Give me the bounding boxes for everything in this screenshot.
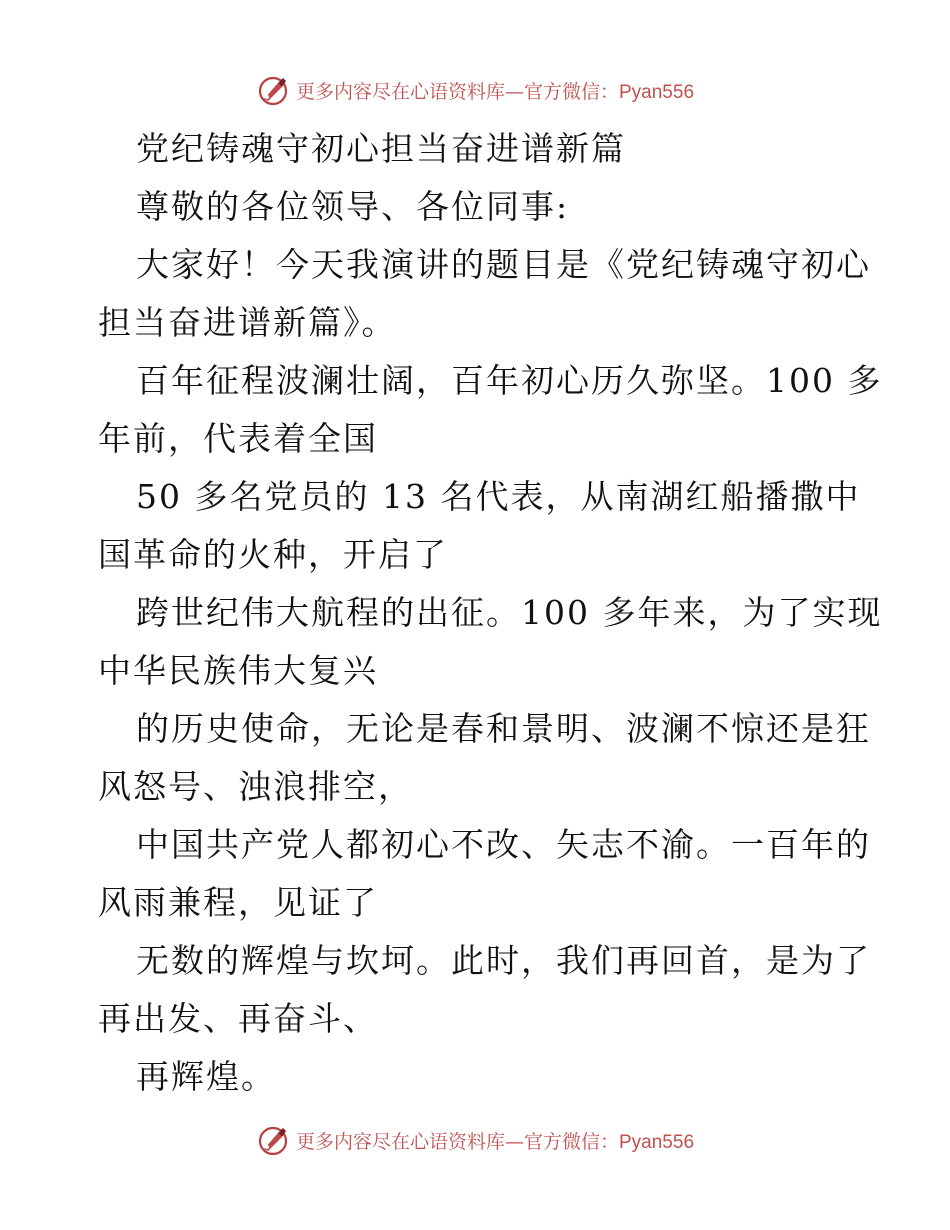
- text-line: 尊敬的各位领导、各位同事:: [136, 187, 570, 226]
- text-line: 跨世纪伟大航程的出征。100 多年来，为了实现: [136, 593, 883, 632]
- text-line: 百年征程波澜壮阔，百年初心历久弥坚。100 多: [136, 361, 883, 400]
- document-body: [98, 120, 883, 1106]
- text-line: 的历史使命，无论是春和景明、波澜不惊还是狂: [136, 709, 871, 748]
- pen-logo-icon: [256, 1123, 290, 1157]
- text-line: 再辉煌。: [136, 1057, 276, 1096]
- text-line: 国革命的火种，开启了: [98, 535, 448, 574]
- text-line: 风雨兼程，见证了: [98, 883, 378, 922]
- text-line: 担当奋进谱新篇》。: [98, 303, 397, 342]
- wechat-id: Pyan556: [619, 1131, 695, 1153]
- text-line: 中国共产党人都初心不改、矢志不渝。一百年的: [136, 825, 871, 864]
- text-line: 再出发、再奋斗、: [98, 999, 378, 1038]
- text-line: 年前，代表着全国: [98, 419, 378, 458]
- pen-logo-icon: [256, 73, 290, 107]
- text-line: 风怒号、浊浪排空，: [98, 767, 413, 806]
- text-line: 中华民族伟大复兴: [98, 651, 378, 690]
- text-line: 大家好！今天我演讲的题目是《党纪铸魂守初心: [136, 245, 871, 284]
- banner-text: 更多内容尽在心语资料库—官方微信：Pyan556: [295, 80, 695, 103]
- wechat-id: Pyan556: [619, 81, 695, 103]
- text-line: 50 多名党员的 13 名代表，从南湖红船播撒中: [136, 477, 861, 516]
- document-title: 党纪铸魂守初心担当奋进谱新篇: [136, 129, 626, 168]
- banner-text: 更多内容尽在心语资料库—官方微信：Pyan556: [295, 1130, 695, 1153]
- text-line: 无数的辉煌与坎坷。此时，我们再回首，是为了: [136, 941, 871, 980]
- footer-banner: [0, 1120, 950, 1160]
- header-banner: [0, 70, 950, 110]
